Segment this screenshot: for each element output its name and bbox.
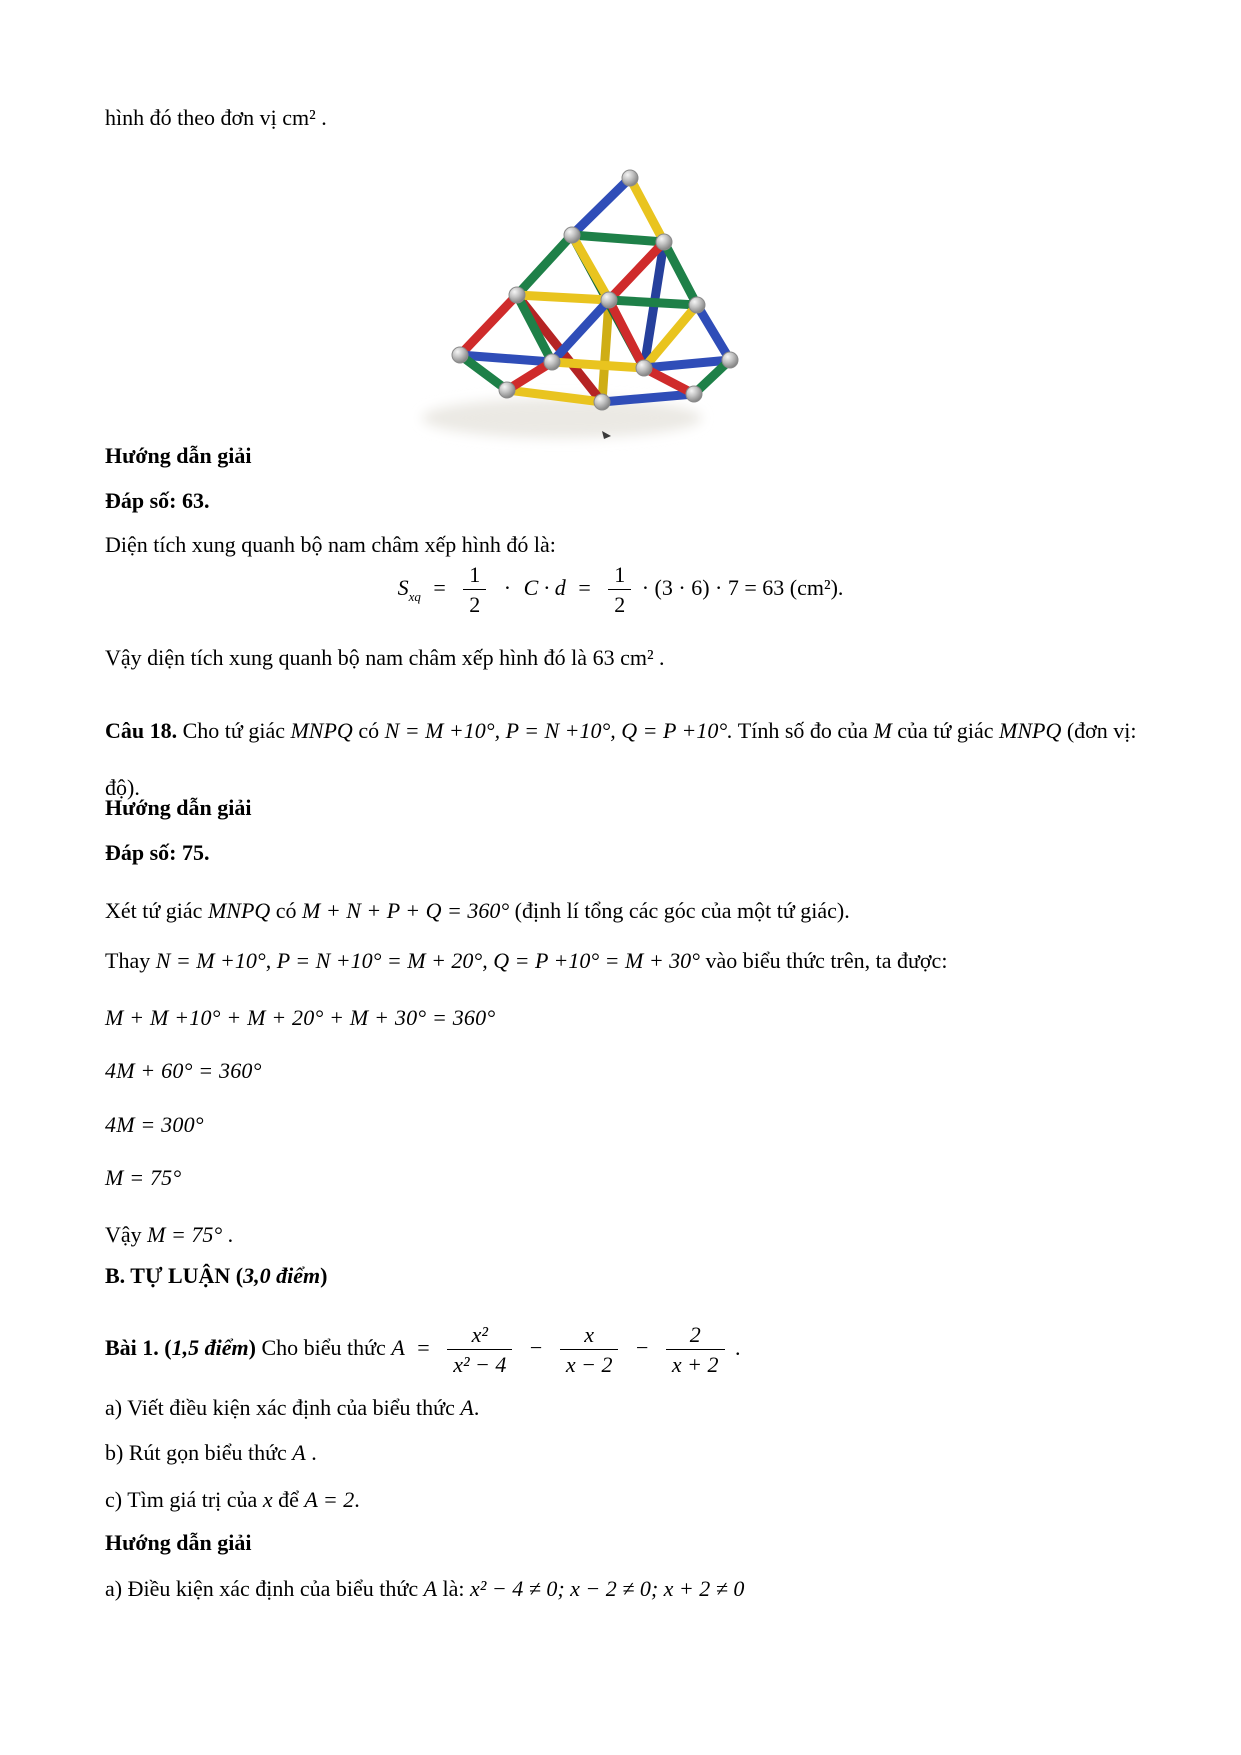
solution-a: a) Điều kiện xác định của biểu thức A là: x² − 4 ≠ 0; x − 2 ≠ 0; x + 2 ≠ 0 [105,1576,745,1601]
answer-63-text: Đáp số: 63. [105,488,210,513]
guide-heading-text: Hướng dẫn giải [105,443,252,468]
question-18: Câu 18. Cho tứ giác MNPQ có N = M +10°, P = N +10°, Q = P +10°. Tính số đo của M của tứ giác MNPQ (đơn vị: độ). [105,718,1137,800]
formula-sxq [0,562,1241,618]
answer-75: Đáp số: 75. [105,840,210,865]
formula-cd: C · d [523,574,566,600]
problem-1: Bài 1. (1,5 điểm) Cho biểu thức A = $\frac{\text{x²}}{\text{x² − 4}}$ − $\frac{x}{x - 2}$ − $\frac{2}{x + 2}$ . [105,1322,741,1378]
equals-sign: = [433,574,446,600]
formula-subscript: xq [408,588,421,604]
conclusion-value: 63 cm² [592,645,654,670]
item-c: c) Tìm giá trị của x để A = 2. [105,1487,360,1512]
formula-lhs: S [397,574,409,600]
magnetic-pyramid-image [412,150,762,452]
guide-heading-2: Hướng dẫn giải [105,795,252,820]
equation-3: 4M = 300° [105,1112,204,1137]
item-a: a) Viết điều kiện xác định của biểu thức A. [105,1395,480,1420]
vay-75-line: Vậy M = 75° . [105,1222,234,1247]
thay-line: Thay N = M +10°, P = N +10° = M + 20°, Q = P +10° = M + 30° vào biểu thức trên, ta được: [105,948,948,973]
area-statement-text: Diện tích xung quanh bộ nam châm xếp hình đó là: [105,532,556,557]
intro-line [105,105,327,131]
equation-sum: M + M +10° + M + 20° + M + 30° = 360° [105,1005,496,1030]
equation-4: M = 75° [105,1165,182,1190]
item-b: b) Rút gọn biểu thức A . [105,1440,317,1465]
guide-heading-1 [105,443,251,469]
xet-line: Xét tứ giác MNPQ có M + N + P + Q = 360° (định lí tổng các góc của một tứ giác). [105,898,850,923]
guide-heading-3: Hướng dẫn giải [105,1530,252,1555]
equals-sign-2: = [578,574,591,600]
fraction-half-1: $\frac{1}{2}$ [463,562,486,618]
expression-A: A [391,1335,405,1360]
question-18-label: Câu 18. [105,718,178,743]
intro-text: hình đó theo đơn vị cm² . [105,105,327,130]
problem-1-label: Bài 1. [105,1335,159,1360]
area-statement [105,532,556,558]
fraction-3: $\frac{2}{x + 2}$ [666,1322,725,1378]
answer-63 [105,488,210,514]
conclusion-63: Vậy diện tích xung quanh bộ nam châm xếp hình đó là 63 cm² . [105,645,665,670]
pyramid-figure [412,150,762,452]
fraction-2: $\frac{x}{x - 2}$ [560,1322,619,1378]
fraction-1: $\frac{\text{x²}}{\text{x² − 4}}$ [447,1322,512,1378]
formula-rhs: · (3 · 6) · 7 = 63 (cm²). [641,574,844,600]
section-b-heading: B. TỰ LUẬN (3,0 điểm) [105,1263,328,1288]
equation-2: 4M + 60° = 360° [105,1058,262,1083]
fraction-half-2: $\frac{1}{2}$ [608,562,631,618]
minus-sign-1: − [529,1335,543,1360]
minus-sign-2: − [635,1335,649,1360]
dot-operator: · [503,574,512,600]
